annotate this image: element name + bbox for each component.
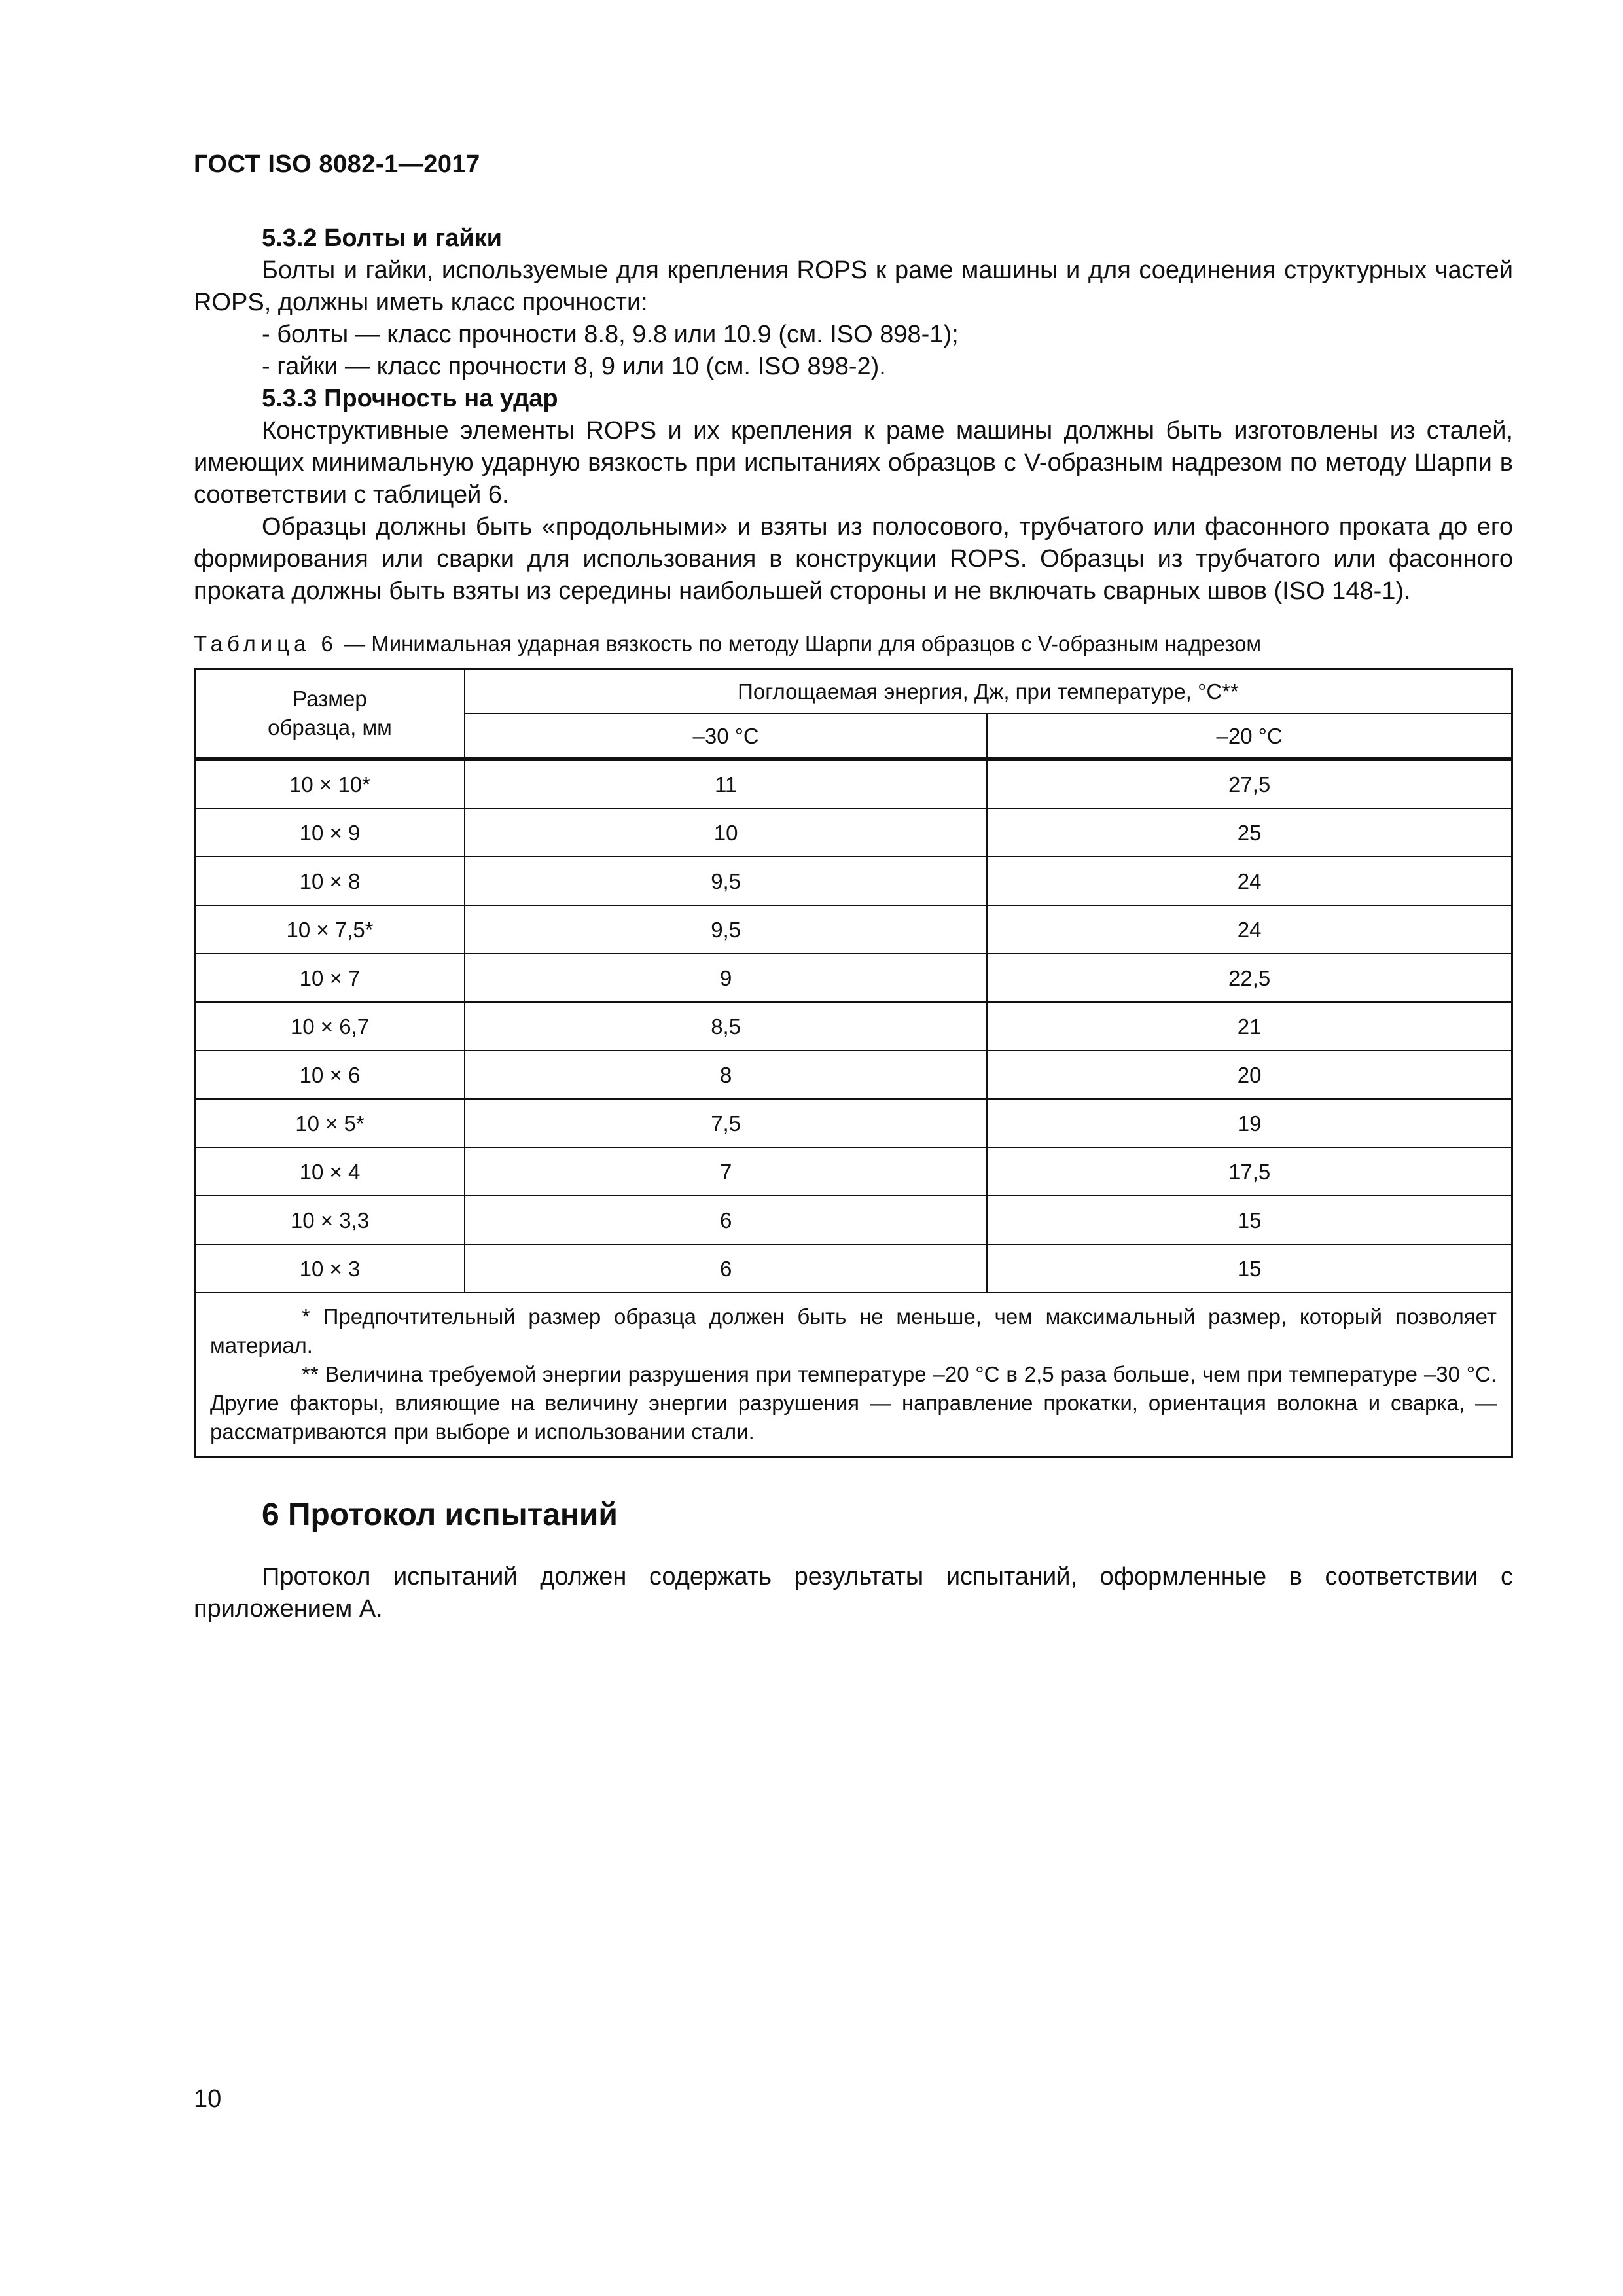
cell-energy-minus-30: 6 <box>465 1244 987 1293</box>
section-5-3-3-paragraph-1: Конструктивные элементы ROPS и их крепления к раме машины должны быть изготовлены из сталей, имеющих минимальную ударную вязкость при испытаниях образцов с V-образным надрезом по методу Шарпи в соответствии с таблицей 6. <box>194 417 1513 509</box>
page-content <box>194 223 1513 1625</box>
cell-size: 10 × 3,3 <box>195 1196 465 1244</box>
table-row <box>195 1050 1512 1099</box>
cell-size: 10 × 6 <box>195 1050 465 1099</box>
cell-energy-minus-30: 9 <box>465 954 987 1002</box>
table-row <box>195 857 1512 905</box>
header-sample-size-line-1: Размер <box>293 687 367 711</box>
table-6 <box>194 668 1513 1458</box>
header-absorbed-energy: Поглощаемая энергия, Дж, при температуре, °C** <box>465 669 1512 714</box>
header-temp-minus-30: –30 °C <box>465 713 987 759</box>
cell-energy-minus-30: 11 <box>465 759 987 809</box>
cell-size: 10 × 4 <box>195 1147 465 1196</box>
cell-energy-minus-30: 10 <box>465 808 987 857</box>
cell-size: 10 × 8 <box>195 857 465 905</box>
cell-energy-minus-20: 17,5 <box>987 1147 1512 1196</box>
cell-size: 10 × 5* <box>195 1099 465 1147</box>
section-5-3-2-text: Болты и гайки, используемые для крепления ROPS к раме машины и для соединения структурных частей ROPS, должны иметь класс прочности: <box>194 257 1513 316</box>
cell-energy-minus-20: 22,5 <box>987 954 1512 1002</box>
header-sample-size-line-2: образца, мм <box>268 715 392 740</box>
section-6-title: 6 Протокол испытаний <box>262 1498 618 1532</box>
cell-energy-minus-30: 9,5 <box>465 905 987 954</box>
cell-energy-minus-30: 9,5 <box>465 857 987 905</box>
section-5-3-2-title: 5.3.2 Болты и гайки <box>262 224 503 252</box>
table-6-caption-label: Таблица 6 <box>194 632 338 656</box>
section-5-3-3-paragraph-2: Образцы должны быть «продольными» и взяты из полосового, трубчатого или фасонного проката до его формирования или сварки для использования в конструкции ROPS. Образцы из трубчатого или фасонного проката должны быть взяты из середины наибольшей стороны и не включать сварных швов (ISO 148-1). <box>194 513 1513 605</box>
cell-size: 10 × 10* <box>195 759 465 809</box>
cell-energy-minus-30: 8 <box>465 1050 987 1099</box>
table-notes-row <box>195 1293 1512 1457</box>
cell-energy-minus-20: 24 <box>987 857 1512 905</box>
cell-energy-minus-20: 27,5 <box>987 759 1512 809</box>
cell-energy-minus-20: 21 <box>987 1002 1512 1050</box>
table-row <box>195 808 1512 857</box>
cell-energy-minus-30: 7,5 <box>465 1099 987 1147</box>
cell-energy-minus-20: 24 <box>987 905 1512 954</box>
cell-energy-minus-20: 20 <box>987 1050 1512 1099</box>
table-row <box>195 1244 1512 1293</box>
cell-energy-minus-30: 7 <box>465 1147 987 1196</box>
table-footnote-2: ** Величина требуемой энергии разрушения при температуре –20 °C в 2,5 раза больше, чем при температуре –30 °C. Другие факторы, влияющие на величину энергии разрушения — направление прокатки, ориентация волокна и сварка, — рассматриваются при выборе и использовании стали. <box>210 1362 1497 1444</box>
list-item-bolts: - болты — класс прочности 8.8, 9.8 или 10.9 (см. ISO 898-1); <box>262 321 959 348</box>
cell-size: 10 × 3 <box>195 1244 465 1293</box>
table-row <box>195 1147 1512 1196</box>
table-footnote-1: * Предпочтительный размер образца должен быть не меньше, чем максимальный размер, который позволяет материал. <box>210 1304 1497 1357</box>
cell-size: 10 × 7 <box>195 954 465 1002</box>
table-header-row <box>195 669 1512 714</box>
cell-energy-minus-20: 15 <box>987 1244 1512 1293</box>
cell-energy-minus-20: 15 <box>987 1196 1512 1244</box>
cell-energy-minus-30: 8,5 <box>465 1002 987 1050</box>
document-code-header: ГОСТ ISO 8082-1—2017 <box>194 151 480 178</box>
cell-energy-minus-30: 6 <box>465 1196 987 1244</box>
table-notes <box>195 1293 1512 1457</box>
table-6-caption <box>194 630 1513 658</box>
table-row <box>195 1002 1512 1050</box>
cell-size: 10 × 7,5* <box>195 905 465 954</box>
section-5-3-3-title: 5.3.3 Прочность на удар <box>262 385 558 412</box>
table-row <box>195 954 1512 1002</box>
cell-size: 10 × 6,7 <box>195 1002 465 1050</box>
table-row <box>195 1099 1512 1147</box>
section-6-text: Протокол испытаний должен содержать результаты испытаний, оформленные в соответствии с приложением А. <box>194 1563 1513 1623</box>
table-row <box>195 759 1512 809</box>
table-6-caption-text: — Минимальная ударная вязкость по методу Шарпи для образцов с V-образным надрезом <box>337 632 1262 656</box>
page-number: 10 <box>194 2085 222 2113</box>
header-temp-minus-20: –20 °C <box>987 713 1512 759</box>
table-row <box>195 905 1512 954</box>
cell-energy-minus-20: 19 <box>987 1099 1512 1147</box>
table-row <box>195 1196 1512 1244</box>
cell-energy-minus-20: 25 <box>987 808 1512 857</box>
cell-size: 10 × 9 <box>195 808 465 857</box>
list-item-nuts: - гайки — класс прочности 8, 9 или 10 (см. ISO 898-2). <box>262 353 886 380</box>
header-sample-size <box>195 669 465 759</box>
